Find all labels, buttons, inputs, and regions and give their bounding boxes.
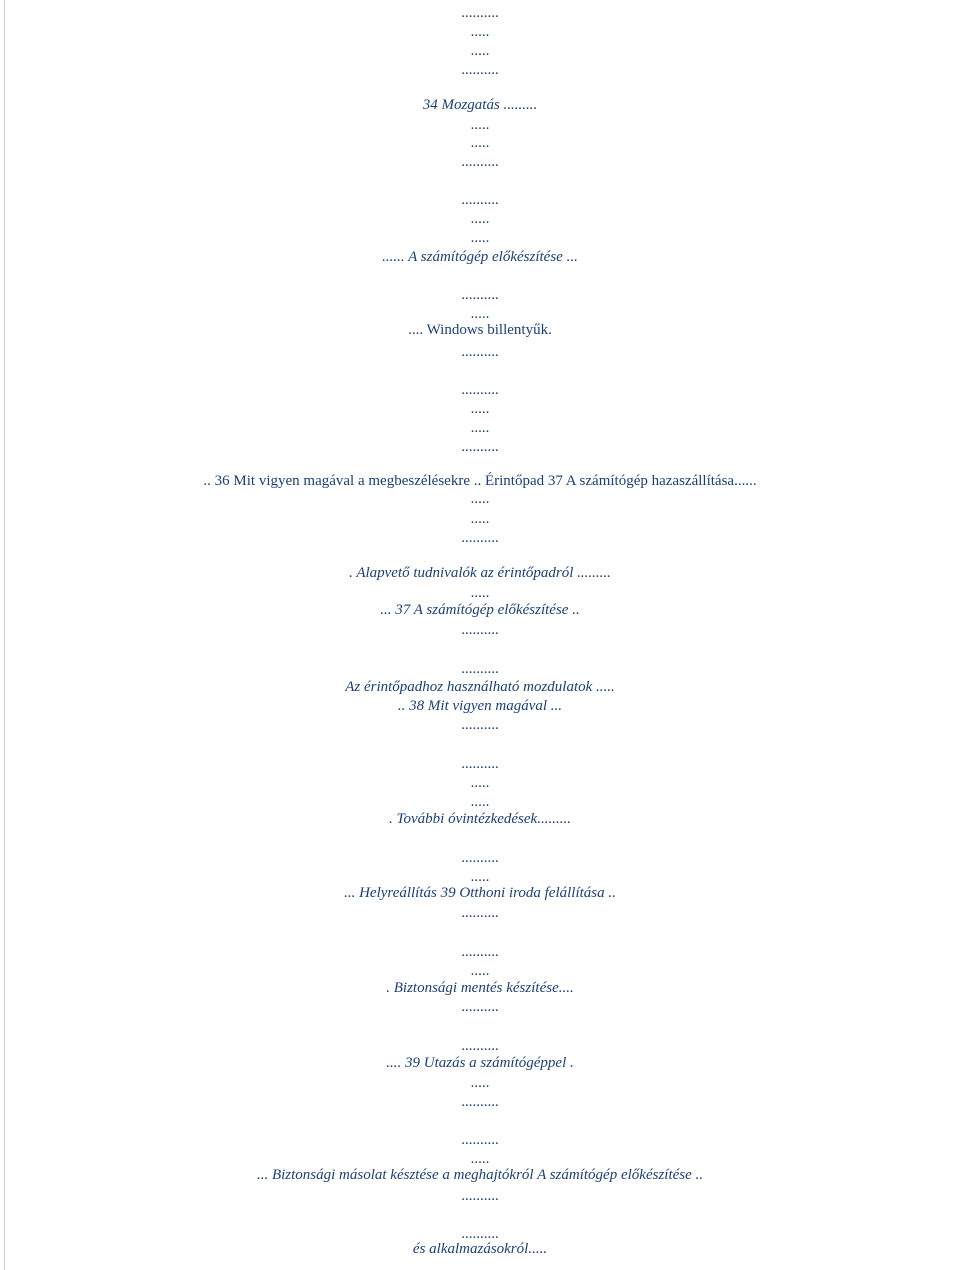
- toc-entry: .. 36 Mit vigyen magával a megbeszélésekre .. Érintőpad 37 A számítógép hazaszállítása......: [203, 473, 757, 489]
- toc-leader-dots: ..........: [461, 661, 499, 677]
- toc-leader-dots: .....: [470, 420, 490, 436]
- toc-leader-dots: ..........: [461, 756, 499, 772]
- toc-leader-dots: ..........: [461, 999, 499, 1015]
- toc-leader-dots: ..........: [461, 5, 499, 21]
- toc-entry: . További óvintézkedések.........: [389, 811, 571, 827]
- toc-entry: ... 37 A számítógép előkészítése ..: [380, 602, 580, 618]
- toc-leader-dots: .....: [470, 869, 490, 885]
- toc-leader-dots: .....: [470, 511, 490, 527]
- toc-leader-dots: ..........: [461, 530, 499, 546]
- toc-leader-dots: .....: [470, 1075, 490, 1091]
- toc-entry: .. 38 Mit vigyen magával ...: [397, 698, 563, 714]
- toc-leader-dots: ..........: [461, 1188, 499, 1204]
- toc-leader-dots: ..........: [461, 62, 499, 78]
- toc-leader-dots: .....: [470, 1151, 490, 1167]
- toc-leader-dots: .....: [470, 24, 490, 40]
- toc-entry: Az érintőpadhoz használható mozdulatok .....: [345, 679, 615, 695]
- toc-leader-dots: ..........: [461, 1226, 499, 1242]
- toc-entry: ...... A számítógép előkészítése ...: [382, 249, 578, 265]
- toc-entry: ... Biztonsági másolat késztése a meghajtókról A számítógép előkészítése ..: [256, 1167, 704, 1183]
- toc-leader-dots: ..........: [461, 905, 499, 921]
- toc-leader-dots: ..........: [461, 287, 499, 303]
- toc-leader-dots: ..........: [461, 439, 499, 455]
- toc-leader-dots: ..........: [461, 850, 499, 866]
- toc-leader-dots: .....: [470, 306, 490, 322]
- toc-leader-dots: .....: [470, 585, 490, 601]
- toc-leader-dots: .....: [470, 775, 490, 791]
- toc-leader-dots: .....: [470, 491, 490, 507]
- toc-leader-dots: ..........: [461, 1132, 499, 1148]
- toc-entry: 34 Mozgatás .........: [422, 97, 538, 113]
- toc-leader-dots: ..........: [461, 944, 499, 960]
- toc-leader-dots: .....: [470, 135, 490, 151]
- toc-leader-dots: .....: [470, 43, 490, 59]
- toc-leader-dots: ..........: [461, 717, 499, 733]
- toc-entry: . Biztonsági mentés készítése....: [386, 980, 574, 996]
- toc-leader-dots: .....: [470, 117, 490, 133]
- toc-leader-dots: .....: [470, 401, 490, 417]
- toc-leader-dots: .....: [470, 794, 490, 810]
- toc-leader-dots: ..........: [461, 382, 499, 398]
- toc-leader-dots: ..........: [461, 622, 499, 638]
- toc-leader-dots: ..........: [461, 1038, 499, 1054]
- toc-entry: ... Helyreállítás 39 Otthoni iroda felállítása ..: [344, 885, 616, 901]
- toc-entry: .... 39 Utazás a számítógéppel .: [386, 1055, 574, 1071]
- toc-entry: .... Windows billentyűk.: [408, 322, 552, 338]
- toc-leader-dots: ..........: [461, 344, 499, 360]
- toc-leader-dots: ..........: [461, 1094, 499, 1110]
- toc-entry: . Alapvető tudnivalók az érintőpadról .........: [349, 565, 611, 581]
- toc-leader-dots: ..........: [461, 154, 499, 170]
- toc-leader-dots: .....: [470, 230, 490, 246]
- toc-leader-dots: ..........: [461, 192, 499, 208]
- toc-leader-dots: .....: [470, 963, 490, 979]
- toc-leader-dots: .....: [470, 211, 490, 227]
- toc-entry: és alkalmazásokról.....: [412, 1241, 548, 1257]
